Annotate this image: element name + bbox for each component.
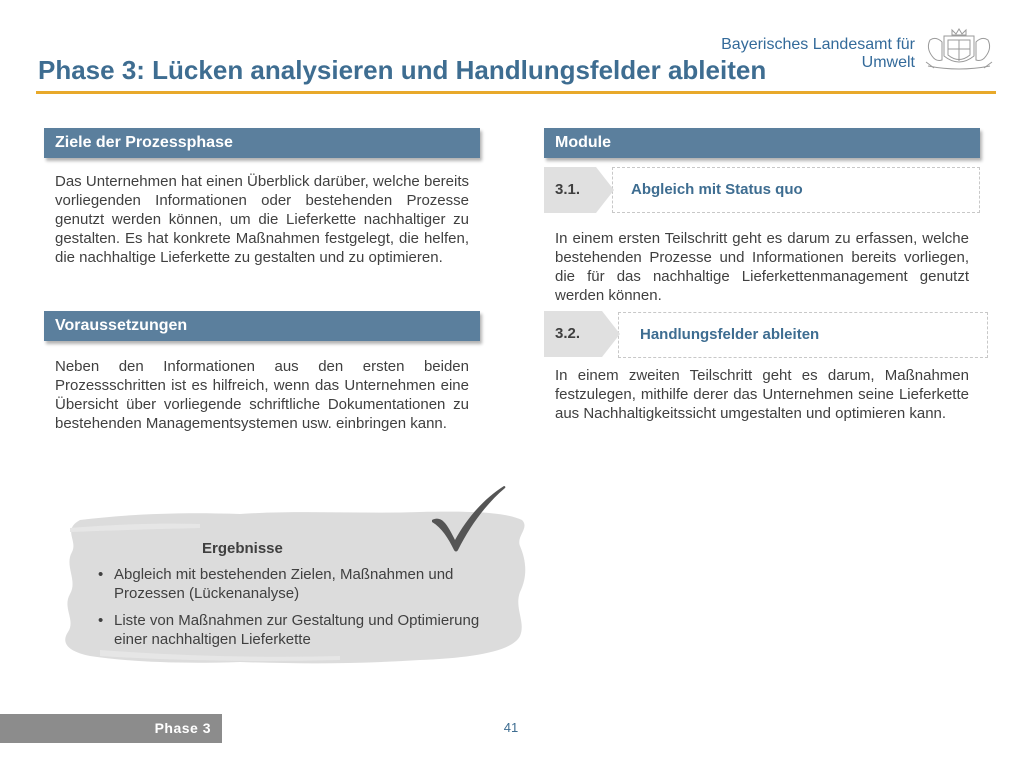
results-heading: Ergebnisse bbox=[202, 540, 283, 557]
goals-text: Das Unternehmen hat einen Überblick darüber, welche bereits vorliegenden Informationen oder bestehenden Prozesse genutzt werden können, um die Lieferkette nachhaltiger zu gestalten. Es hat konkrete Maßnahmen festgelegt, die helfen, die nachhaltige Lieferkette zu gestalten und zu optimieren. bbox=[55, 173, 469, 266]
org-name-line1: Bayerisches Landesamt für bbox=[721, 36, 915, 53]
module-3-2-number: 3.2. bbox=[555, 325, 581, 342]
list-item: • Liste von Maßnahmen zur Gestaltung und Optimierung einer nachhaltigen Lieferkette bbox=[96, 611, 506, 649]
module-3-2-text: In einem zweiten Teilschritt geht es darum, Maßnahmen festzulegen, mithilfe derer das Unternehmen seine Lieferkette aus Nachhaltigkeitssicht umgestalten und optimieren kann. bbox=[555, 367, 969, 422]
module-3-1-title: Abgleich mit Status quo bbox=[631, 181, 803, 198]
page-number: 41 bbox=[503, 720, 519, 735]
org-name-line2: Umwelt bbox=[861, 54, 915, 71]
prerequisites-text: Neben den Informationen aus den ersten beiden Prozessschritten ist es hilfreich, wenn das Unternehmen eine Übersicht über vorliegende schriftliche Dokumentationen zu bestehenden Managementsystemen usw. einbringen kann. bbox=[55, 358, 469, 432]
results-list bbox=[96, 565, 506, 657]
checkmark-icon bbox=[428, 484, 508, 552]
prerequisites-heading: Voraussetzungen bbox=[44, 311, 480, 341]
modules-heading: Module bbox=[544, 128, 980, 158]
module-3-1-text: In einem ersten Teilschritt geht es darum zu erfassen, welche bestehenden Prozesse und Informationen bereits vorliegen, die für das nachhaltige Lieferkettenmanagement genutzt werden können. bbox=[555, 230, 969, 304]
page-title: Phase 3: Lücken analysieren und Handlungsfelder ableiten bbox=[38, 55, 767, 85]
goals-heading: Ziele der Prozessphase bbox=[44, 128, 480, 158]
module-3-1-number: 3.1. bbox=[555, 181, 581, 198]
module-3-2-title: Handlungsfelder ableiten bbox=[640, 326, 820, 343]
phase-footer-tab: Phase 3 bbox=[0, 714, 222, 743]
list-item: • Abgleich mit bestehenden Zielen, Maßnahmen und Prozessen (Lückenanalyse) bbox=[96, 565, 506, 603]
